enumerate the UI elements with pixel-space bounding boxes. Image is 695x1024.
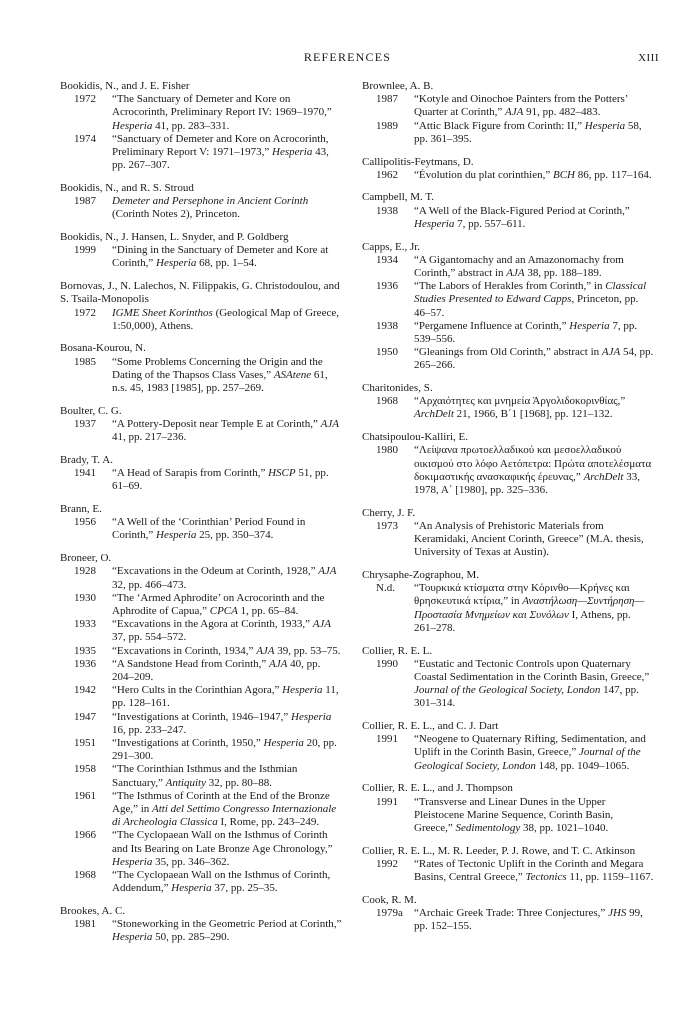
reference-year: 1942 [74, 684, 96, 697]
citation-text: 38, pp. 1021–1040. [520, 821, 609, 834]
reference-entry [60, 405, 342, 445]
citation-title-italic: Αναστήλωση—Συντήρηση—Προστασία Μνημείων και Συνόλων [414, 595, 645, 621]
reference-entry [60, 182, 342, 222]
reference-work [60, 93, 342, 133]
reference-author: Capps, E., Jr. [362, 240, 421, 253]
reference-author: Cook, R. M. [362, 893, 417, 906]
citation-title-italic: Hesperia [112, 931, 153, 944]
reference-author: Boulter, C. G. [60, 404, 122, 417]
reference-citation [112, 244, 342, 270]
citation-text: “Αρχαιότητες και μνημεία Άργολιδοκορινθίας,” [414, 395, 626, 408]
reference-year: 1973 [376, 519, 398, 532]
citation-text: “Gleanings from Old Corinth,” abstract in [414, 346, 602, 359]
citation-text: “An Analysis of Prehistoric Materials from Keramidaki, Ancient Corinth, Greece” (M.A. thesis, University of Texas at Austin). [414, 519, 644, 559]
reference-year: 1987 [74, 195, 96, 208]
citation-text: “The Corinthian Isthmus and the Isthmian Sanctuary,” [112, 763, 298, 789]
reference-entry [362, 431, 654, 497]
reference-year: 1961 [74, 789, 96, 802]
reference-author: Broneer, O. [60, 552, 112, 565]
citation-text: 25, pp. 350–374. [196, 529, 274, 542]
citation-text: 20, pp. 291–300. [112, 736, 337, 763]
citation-text: 68, pp. 1–54. [196, 257, 257, 270]
reference-work [60, 133, 342, 173]
reference-year: 1935 [74, 644, 96, 657]
reference-author: Brann, E. [60, 502, 102, 515]
reference-citation [414, 582, 654, 635]
citation-text: “A Head of Sarapis from Corinth,” [112, 467, 269, 480]
reference-work [362, 796, 654, 836]
reference-work [362, 280, 654, 320]
reference-entry [60, 503, 342, 543]
reference-citation [112, 418, 342, 444]
citation-title-italic: CPCA [209, 604, 238, 617]
reference-year: 1956 [74, 516, 96, 529]
reference-citation [414, 254, 654, 280]
reference-entry [60, 552, 342, 895]
citation-title-italic: BCH [553, 168, 575, 181]
reference-year: 1966 [74, 829, 96, 842]
reference-citation [112, 645, 342, 658]
citation-text: “A Well of the Black-Figured Period at Corinth,” [414, 204, 630, 217]
reference-work [362, 907, 654, 933]
citation-text: “Hero Cults in the Corinthian Agora,” [112, 684, 283, 697]
reference-author: Brookes, A. C. [60, 904, 126, 917]
citation-title-italic: JHS [608, 906, 627, 919]
reference-entry [362, 241, 654, 373]
reference-work [362, 658, 654, 711]
reference-work [362, 444, 654, 497]
citation-text: “Investigations at Corinth, 1950,” [112, 736, 264, 749]
citation-text: “Transverse and Linear Dunes in the Upper Pleistocene Marine Sequence, Corinth Basin, Greece,” [414, 795, 614, 834]
citation-title-italic: Hesperia [282, 684, 323, 697]
reference-year: 1985 [74, 355, 96, 368]
reference-citation [112, 918, 342, 944]
citation-text: 41, pp. 283–331. [152, 119, 230, 132]
reference-citation [414, 796, 654, 836]
reference-entry [362, 720, 654, 773]
reference-author: Brady, T. A. [60, 453, 113, 466]
reference-work [60, 516, 342, 542]
citation-text: 43, pp. 267–307. [112, 146, 329, 172]
reference-year: 1937 [74, 417, 96, 430]
citation-text: “A Sandstone Head from Corinth,” [112, 657, 270, 670]
reference-author: Bosana-Kourou, N. [60, 342, 146, 355]
citation-text: “Eustatic and Tectonic Controls upon Quaternary Coastal Sedimentation in the Corinth Basin, Greece,” [414, 657, 650, 683]
citation-text: “Τουρκικά κτίσματα στην Κόρινθο—Κρήνες και θρησκευτικά κτίρια,” in [414, 582, 630, 608]
reference-citation [414, 733, 654, 773]
reference-year: 1992 [376, 857, 398, 870]
reference-work [362, 93, 654, 119]
citation-title-italic: Hesperia [112, 855, 153, 868]
reference-work [362, 320, 654, 346]
citation-text: 86, pp. 117–164. [575, 168, 652, 181]
reference-year: 1938 [376, 204, 398, 217]
reference-entry [362, 894, 654, 934]
reference-entry [362, 782, 654, 835]
reference-work [60, 418, 342, 444]
reference-entry [362, 156, 654, 182]
citation-text: “A Gigantomachy and an Amazonomachy from Corinth,” abstract in [414, 253, 624, 279]
citation-title-italic: ArchDelt [414, 408, 454, 421]
citation-text: “Rates of Tectonic Uplift in the Corinth and Megara Basins, Central Greece,” [414, 857, 644, 884]
citation-text: I, Athens, pp. 261–278. [414, 608, 631, 634]
reference-entry [362, 569, 654, 635]
citation-text: 7, pp. 539–556. [414, 319, 638, 345]
citation-text: 37, pp. 554–572. [112, 631, 187, 644]
citation-title-italic: Demeter and Persephone in Ancient Corinth [112, 195, 309, 208]
reference-author: Chatsipoulou-Kalliri, E. [362, 431, 469, 444]
citation-text: “Neogene to Quaternary Rifting, Sedimentation, and Uplift in the Corinth Basin, Greece,” [414, 733, 646, 759]
reference-author: Brownlee, A. B. [362, 80, 434, 92]
reference-work [60, 869, 342, 895]
references-left-column [60, 80, 342, 954]
reference-citation [414, 93, 654, 119]
reference-year: 1968 [376, 395, 398, 408]
citation-text: “The Labors of Herakles from Corinth,” in [414, 280, 606, 293]
reference-citation [112, 658, 342, 684]
reference-citation [112, 790, 342, 830]
citation-text: “Attic Black Figure from Corinth: II,” [414, 119, 585, 132]
citation-title-italic: AJA [320, 417, 339, 430]
citation-text: 7, pp. 557–611. [454, 217, 526, 230]
reference-citation [112, 618, 342, 644]
reference-year: 1962 [376, 168, 398, 181]
reference-entry [362, 382, 654, 422]
reference-citation [414, 444, 654, 497]
citation-text: 41, pp. 217–236. [112, 431, 187, 444]
reference-work [362, 395, 654, 421]
reference-work [362, 169, 654, 182]
citation-text: 38, pp. 188–189. [524, 266, 602, 279]
reference-work [362, 254, 654, 280]
citation-title-italic: ASAtene [273, 368, 312, 381]
reference-year: 1936 [74, 657, 96, 670]
reference-work [60, 684, 342, 710]
reference-work [60, 565, 342, 591]
citation-title-italic: Hesperia [584, 119, 626, 132]
citation-title-italic: Hesperia [263, 736, 304, 749]
reference-entry [60, 231, 342, 271]
reference-entry [60, 454, 342, 494]
citation-title-italic: AJA [269, 657, 288, 670]
citation-text: 58, pp. 361–395. [414, 119, 642, 145]
reference-year: 1979a [376, 906, 403, 919]
citation-text: “The Sanctuary of Demeter and Kore on Acrocorinth, Preliminary Report IV: 1969–1970,” [112, 93, 332, 119]
citation-text: 51, pp. 61–69. [112, 467, 329, 493]
citation-text: “The Cyclopaean Wall on the Isthmus of Corinth and Its Bearing on Late Bronze Age Chronology,” [112, 829, 333, 855]
citation-title-italic: Classical Studies Presented to Edward Capps [414, 280, 647, 306]
citation-text: “Pergamene Influence at Corinth,” [414, 319, 570, 332]
citation-text: 11, pp. 1159–1167. [566, 871, 654, 884]
reference-year: 1951 [74, 736, 96, 749]
reference-year: 1990 [376, 657, 398, 670]
reference-work [362, 858, 654, 884]
reference-year: 1981 [74, 918, 96, 931]
reference-citation [112, 133, 342, 173]
reference-work [362, 205, 654, 231]
reference-work [60, 763, 342, 789]
reference-year: 1974 [74, 132, 96, 145]
citation-title-italic: Hesperia [112, 119, 153, 132]
reference-year: 1972 [74, 93, 96, 106]
reference-work [60, 790, 342, 830]
citation-title-italic: Hesperia [156, 529, 197, 542]
citation-text: (Corinth Notes 2), Princeton. [112, 208, 241, 221]
citation-text: “The Cyclopaean Wall on the Isthmus of Corinth, Addendum,” [112, 868, 331, 895]
citation-text: 61, n.s. 45, 1983 [1985], pp. 257–269. [112, 368, 328, 395]
reference-year: 1968 [74, 868, 96, 881]
reference-year: 1928 [74, 565, 96, 578]
citation-title-italic: HSCP [268, 467, 296, 480]
reference-year: 1936 [376, 280, 398, 293]
references-right-column [362, 80, 654, 943]
reference-citation [112, 763, 342, 789]
reference-entry [362, 191, 654, 231]
reference-year: 1958 [74, 763, 96, 776]
citation-text: “A Pottery-Deposit near Temple E at Corinth,” [112, 417, 321, 430]
reference-year: 1991 [376, 795, 398, 808]
reference-year: 1941 [74, 467, 96, 480]
reference-entry [60, 280, 342, 333]
citation-title-italic: AJA [256, 644, 275, 657]
reference-year: 1999 [74, 244, 96, 257]
reference-work [60, 467, 342, 493]
reference-year: 1947 [74, 710, 96, 723]
reference-entry [362, 845, 654, 885]
citation-title-italic: Hesperia [171, 882, 212, 895]
reference-year: 1934 [376, 253, 398, 266]
reference-work [60, 711, 342, 737]
citation-text: 32, pp. 80–88. [205, 776, 272, 789]
citation-text: “Excavations in Corinth, 1934,” [112, 644, 257, 657]
reference-year: 1950 [376, 346, 398, 359]
reference-entry [60, 342, 342, 395]
reference-year: 1972 [74, 306, 96, 319]
reference-citation [414, 346, 654, 372]
reference-entry [362, 507, 654, 560]
citation-text: 39, pp. 53–75. [274, 644, 341, 657]
citation-text: 37, pp. 25–35. [211, 882, 278, 895]
citation-text: “Archaic Greek Trade: Three Conjectures,” [414, 906, 609, 919]
reference-citation [414, 907, 654, 933]
citation-text: “Sanctuary of Demeter and Kore on Acrocorinth, Preliminary Report V: 1971–1973,” [112, 132, 329, 159]
citation-text: “Λείψανα πρωτοελλαδικού και μεσοελλαδικού οικισμού στο λόφο Αετόπετρα: Πρώτα αποτελέσματα δοκιμαστικής ανασκαφικής έρευνας,” [414, 444, 652, 483]
citation-title-italic: AJA [318, 565, 337, 578]
reference-work [362, 346, 654, 372]
reference-author: Chrysaphe-Zographou, M. [362, 569, 480, 581]
reference-author: Collier, R. E. L., and J. Thompson [362, 782, 513, 795]
reference-author: Collier, R. E. L., and C. J. Dart [362, 720, 499, 733]
reference-work [60, 918, 342, 944]
reference-entry [362, 80, 654, 146]
reference-citation [112, 737, 342, 763]
reference-citation [414, 320, 654, 346]
citation-text: 148, pp. 1049–1065. [535, 759, 630, 772]
reference-citation [414, 120, 654, 146]
citation-text: 1, pp. 65–84. [237, 604, 299, 617]
reference-work [60, 244, 342, 270]
reference-year: 1930 [74, 591, 96, 604]
reference-citation [414, 395, 654, 421]
citation-title-italic: Atti del Settimo Congresso Internazionale di Archeologia Classica [112, 802, 337, 829]
page-number: XIII [638, 52, 659, 64]
citation-title-italic: Journal of the Geological Society, London [414, 746, 641, 772]
reference-entry [60, 80, 342, 172]
reference-citation [112, 93, 342, 133]
reference-citation [112, 711, 342, 737]
reference-author: Bookidis, N., J. Hansen, L. Snyder, and P. Goldberg [60, 231, 289, 244]
reference-citation [112, 195, 342, 221]
citation-text: 16, pp. 233–247. [112, 723, 187, 736]
citation-title-italic: AJA [601, 346, 621, 359]
reference-citation [112, 307, 342, 333]
reference-entry [362, 645, 654, 711]
reference-work [60, 307, 342, 333]
reference-citation [112, 869, 342, 895]
citation-text: 91, pp. 482–483. [523, 106, 601, 119]
citation-text: 99, pp. 152–155. [414, 906, 643, 933]
citation-text: 40, pp. 204–209. [112, 657, 321, 683]
reference-author: Cherry, J. F. [362, 506, 416, 519]
reference-citation [414, 858, 654, 884]
citation-text: “The Isthmus of Corinth at the End of the Bronze Age,” in [112, 789, 330, 815]
reference-citation [112, 467, 342, 493]
citation-text: “Kotyle and Oinochoe Painters from the Potters’ Quarter at Corinth,” [414, 93, 628, 119]
reference-citation [112, 516, 342, 542]
citation-text: 21, 1966, B΄1 [1968], pp. 121–132. [453, 408, 613, 421]
reference-work [362, 120, 654, 146]
reference-work [362, 582, 654, 635]
reference-work [60, 592, 342, 618]
citation-text: 50, pp. 285–290. [152, 931, 230, 944]
reference-citation [112, 829, 342, 869]
reference-work [60, 618, 342, 644]
citation-title-italic: Hesperia [414, 217, 455, 230]
citation-text: “Excavations in the Agora at Corinth, 1933,” [112, 618, 313, 631]
reference-year: 1933 [74, 618, 96, 631]
reference-year: 1989 [376, 119, 398, 132]
reference-citation [414, 520, 654, 560]
citation-text: “Dining in the Sanctuary of Demeter and Kore at Corinth,” [112, 244, 329, 270]
citation-title-italic: AJA [506, 266, 525, 279]
page-title: REFERENCES [303, 50, 392, 64]
reference-citation [112, 356, 342, 396]
reference-author: Bookidis, N., and J. E. Fisher [60, 80, 190, 92]
citation-text: (Geological Map of Greece, 1:50,000), Athens. [112, 306, 339, 332]
reference-work [60, 829, 342, 869]
reference-citation [112, 684, 342, 710]
reference-citation [414, 658, 654, 711]
reference-author: Campbell, M. T. [362, 191, 435, 204]
reference-author: Callipolitis-Feytmans, D. [362, 155, 474, 168]
citation-text: 33, 1978, A΄ [1980], pp. 325–336. [414, 470, 640, 496]
citation-title-italic: Hesperia [156, 257, 197, 270]
citation-text: “Évolution du plat corinthien,” [414, 168, 553, 181]
reference-work [60, 658, 342, 684]
reference-year: 1991 [376, 733, 398, 746]
reference-citation [414, 205, 654, 231]
reference-citation [414, 169, 654, 182]
reference-author: Charitonides, S. [362, 382, 433, 395]
reference-citation [112, 592, 342, 618]
reference-work [60, 737, 342, 763]
reference-author: Collier, R. E. L. [362, 644, 433, 657]
citation-text: I, Rome, pp. 243–249. [217, 816, 320, 829]
citation-text: 35, pp. 346–362. [152, 855, 230, 868]
reference-year: 1987 [376, 93, 398, 106]
citation-text: 11, pp. 128–161. [112, 684, 339, 710]
citation-text: “A Well of the ‘Corinthian’ Period Found in Corinth,” [112, 516, 306, 542]
citation-text: “Stoneworking in the Geometric Period at Corinth,” [112, 918, 342, 931]
citation-title-italic: Hesperia [272, 146, 313, 159]
reference-year: N.d. [376, 582, 395, 595]
reference-author: Collier, R. E. L., M. R. Leeder, P. J. Rowe, and T. C. Atkinson [362, 844, 636, 857]
citation-title-italic: IGME Sheet Korinthos [112, 306, 213, 319]
reference-citation [112, 565, 342, 591]
citation-text: “Some Problems Concerning the Origin and the Dating of the Thapsos Class Vases,” [112, 355, 323, 381]
reference-work [60, 195, 342, 221]
citation-title-italic: Antiquity [165, 776, 206, 789]
reference-entry [60, 905, 342, 945]
citation-title-italic: Journal of the Geological Society, London [414, 684, 601, 697]
citation-title-italic: Hesperia [569, 319, 610, 332]
citation-text: 147, pp. 301–314. [414, 684, 639, 710]
citation-text: “Investigations at Corinth, 1946–1947,” [112, 710, 292, 723]
citation-text: “Excavations in the Odeum at Corinth, 1928,” [112, 565, 319, 578]
reference-author: Bookidis, N., and R. S. Stroud [60, 181, 194, 194]
citation-text: 32, pp. 466–473. [112, 578, 187, 591]
reference-work [60, 356, 342, 396]
citation-title-italic: Hesperia [291, 710, 332, 723]
citation-title-italic: ArchDelt [583, 470, 624, 483]
citation-text: 54, pp. 265–266. [414, 346, 654, 372]
reference-work [362, 733, 654, 773]
citation-title-italic: AJA [312, 618, 332, 631]
reference-year: 1938 [376, 319, 398, 332]
reference-citation [414, 280, 654, 320]
reference-author: Bornovas, J., N. Lalechos, N. Filippakis, G. Christodoulou, and S. Tsaila-Monopolis [60, 280, 340, 306]
citation-title-italic: Tectonics [525, 871, 567, 884]
reference-year: 1980 [376, 444, 398, 457]
citation-text: “The ‘Armed Aphrodite’ on Acrocorinth and the Aphrodite of Capua,” [112, 591, 325, 617]
reference-work [60, 645, 342, 658]
citation-title-italic: AJA [505, 106, 524, 119]
citation-title-italic: Sedimentology [455, 821, 521, 834]
reference-work [362, 520, 654, 560]
citation-text: , Princeton, pp. 46–57. [414, 293, 639, 319]
